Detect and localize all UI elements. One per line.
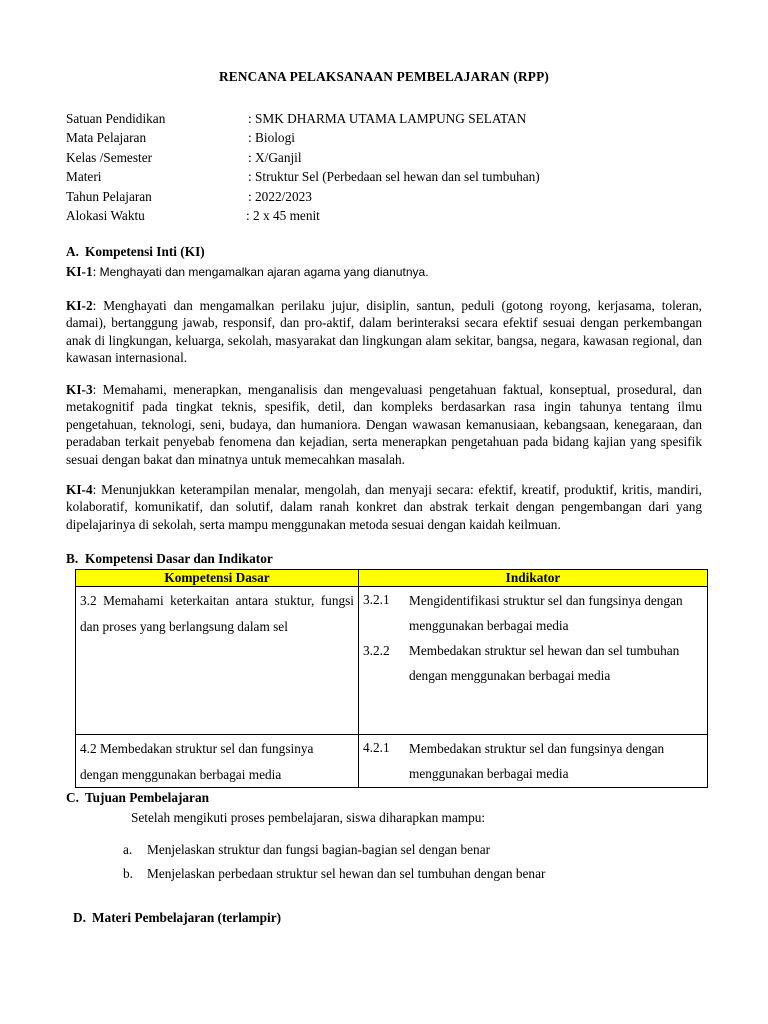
table-header-cell: Kompetensi Dasar — [76, 570, 359, 587]
identity-label: Materi — [66, 169, 102, 185]
list-text: Menjelaskan struktur dan fungsi bagian-bagian sel dengan benar — [147, 842, 491, 857]
list-item — [123, 866, 545, 882]
ki-1-paragraph — [66, 263, 702, 281]
ki-text: Menghayati dan mengamalkan ajaran agama yang dianutnya. — [99, 265, 429, 279]
section-a-heading — [66, 244, 205, 260]
indikator-number: 3.2.1 — [363, 592, 390, 607]
identity-value: : 2 x 45 menit — [246, 207, 320, 223]
ki-label: KI-4 — [66, 482, 93, 497]
document-title: RENCANA PELAKSANAAN PEMBELAJARAN (RPP) — [218, 69, 550, 84]
indikator-text: Mengidentifikasi struktur sel dan fungsinya dengan menggunakan berbagai media — [409, 593, 683, 633]
section-number: C. — [66, 790, 79, 805]
indikator-item — [359, 587, 707, 638]
kd-cell — [76, 587, 359, 735]
kd-number: 3.2 — [80, 593, 97, 608]
section-b-heading — [66, 551, 273, 567]
ki-label: KI-1 — [66, 264, 93, 279]
ki-4-paragraph — [66, 481, 702, 533]
table-row — [76, 735, 708, 788]
indikator-cell — [359, 587, 708, 735]
indikator-cell — [359, 735, 708, 788]
kd-description: Membedakan struktur sel dan fungsinya dengan menggunakan berbagai media — [80, 741, 314, 782]
ki-text: Memahami, menerapkan, menganalisis dan mengevaluasi pengetahuan faktual, konseptual, prosedural, dan metakognitif pada tingkat teknis, spesifik, detil, dan kompleks berdasarkan rasa ingin tahunya tentang ilmu pengetahuan, teknologi, seni, budaya, dan humaniora. Dengan wawasan kemanusiaan, kebangsaan, kenegaraan, dan peradaban terkait penyebab fenomena dan kejadian, serta menerapkan pengetahuan pada bidang kajian yang spesifik sesuai dengan bakat dan minatnya untuk memecahkan masalah. — [66, 382, 702, 467]
identity-value: : Struktur Sel (Perbedaan sel hewan dan sel tumbuhan) — [248, 169, 540, 185]
ki-separator: : — [92, 382, 103, 397]
ki-separator: : — [92, 298, 104, 313]
tujuan-intro: Setelah mengikuti proses pembelajaran, siswa diharapkan mampu: — [131, 810, 486, 825]
ki-label: KI-3 — [66, 382, 93, 397]
ki-separator: : — [92, 482, 102, 497]
ki-text: Menunjukkan keterampilan menalar, mengolah, dan menyaji secara: efektif, kreatif, produktif, kritis, mandiri, kolaboratif, komunikatif, dan solutif, dalam ranah konkret dan abstrak terkait dengan pengembangan dari yang dipelajarinya di sekolah, serta mampu menggunakan metoda sesuai dengan kaidah keilmuan. — [66, 482, 702, 532]
list-letter: a. — [123, 842, 133, 857]
identity-label: Kelas /Semester — [66, 149, 153, 165]
section-d-heading — [73, 910, 281, 926]
section-title: Tujuan Pembelajaran — [85, 790, 209, 805]
indikator-text: Membedakan struktur sel hewan dan sel tumbuhan dengan menggunakan berbagai media — [409, 643, 680, 683]
identity-label: Alokasi Waktu — [66, 207, 145, 223]
section-c-heading — [66, 790, 209, 806]
section-title: Kompetensi Inti (KI) — [85, 244, 205, 259]
indikator-number: 3.2.2 — [363, 643, 390, 658]
identity-value: : 2022/2023 — [248, 188, 312, 204]
list-letter: b. — [123, 866, 133, 881]
identity-label: Tahun Pelajaran — [66, 188, 152, 204]
kd-text — [76, 735, 358, 787]
section-title: Kompetensi Dasar dan Indikator — [85, 551, 273, 566]
section-number: A. — [66, 244, 79, 259]
indikator-item — [359, 735, 707, 786]
list-item — [123, 842, 490, 858]
kd-indikator-table — [75, 569, 708, 788]
ki-label: KI-2 — [66, 298, 93, 313]
identity-value: : SMK DHARMA UTAMA LAMPUNG SELATAN — [248, 111, 527, 126]
ki-2-paragraph — [66, 297, 702, 367]
kd-cell — [76, 735, 359, 788]
section-title: Materi Pembelajaran (terlampir) — [92, 910, 282, 925]
kd-text — [76, 587, 358, 639]
identity-value: : X/Ganjil — [248, 149, 302, 165]
ki-3-paragraph — [66, 381, 702, 468]
section-number: D. — [73, 910, 86, 925]
kd-number: 4.2 — [80, 741, 97, 756]
list-text: Menjelaskan perbedaan struktur sel hewan dan sel tumbuhan dengan benar — [147, 866, 546, 881]
identity-label: Mata Pelajaran — [66, 130, 147, 146]
kd-description: Memahami keterkaitan antara stuktur, fungsi dan proses yang berlangsung dalam sel — [80, 593, 354, 634]
identity-value: : Biologi — [248, 130, 295, 146]
indikator-number: 4.2.1 — [363, 740, 390, 755]
table-header-row — [76, 570, 708, 587]
table-header-cell: Indikator — [359, 570, 708, 587]
table-row — [76, 587, 708, 735]
indikator-text: Membedakan struktur sel dan fungsinya dengan menggunakan berbagai media — [409, 741, 665, 781]
ki-separator: : — [92, 264, 100, 279]
indikator-item — [359, 638, 707, 688]
ki-text: Menghayati dan mengamalkan perilaku jujur, disiplin, santun, peduli (gotong royong, kerjasama, toleran, damai), bertanggung jawab, responsif, dan pro-aktif, dalam berinteraksi secara efektif sesuai dengan perkembangan anak di lingkungan, keluarga, sekolah, masyarakat dan lingkungan alam sekitar, bangsa, negara, kawasan regional, dan kawasan internasional. — [66, 298, 702, 366]
section-number: B. — [66, 551, 79, 566]
identity-label: Satuan Pendidikan — [66, 111, 166, 126]
